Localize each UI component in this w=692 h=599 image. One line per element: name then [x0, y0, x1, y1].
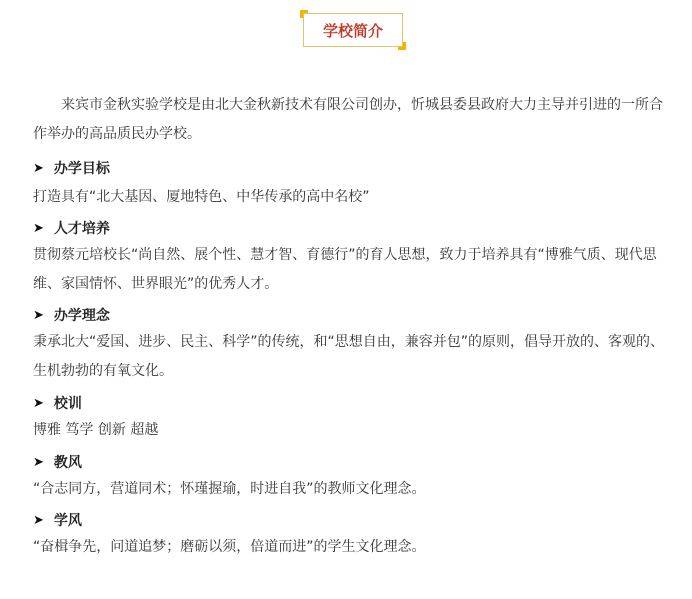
arrow-bullet-icon: ➤: [33, 160, 44, 176]
section-heading-study-style: [33, 510, 82, 530]
section-heading-label: 校训: [53, 396, 82, 412]
page-title: 学校简介: [303, 13, 403, 47]
arrow-bullet-icon: ➤: [33, 512, 44, 528]
section-heading-label: 教风: [53, 455, 82, 471]
section-body-goal: 打造具有“北大基因、厦地特色、中华传承的高中名校”: [33, 189, 370, 205]
section-heading-label: 办学理念: [53, 308, 110, 324]
arrow-bullet-icon: ➤: [33, 395, 44, 411]
section-heading-label: 学风: [53, 513, 82, 529]
section-title-box: [303, 13, 403, 47]
section-heading-motto: [33, 393, 82, 413]
section-body-philosophy: 秉承北大“爱国、进步、民主、科学”的传统，和“思想自由，兼容并包”的原则，倡导开放的、客观的、生机勃勃的有氧文化。: [33, 334, 665, 379]
arrow-bullet-icon: ➤: [33, 454, 44, 470]
section-heading-label: 办学目标: [53, 161, 110, 177]
section-heading-label: 人才培养: [53, 221, 110, 237]
section-body-teaching-style: “合志同方，营道同术；怀瑾握瑜，时进自我”的教师文化理念。: [33, 481, 426, 497]
arrow-bullet-icon: ➤: [33, 307, 44, 323]
section-heading-talent: [33, 218, 110, 238]
section-heading-philosophy: [33, 305, 110, 325]
intro-paragraph: 来宾市金秋实验学校是由北大金秋新技术有限公司创办，忻城县委县政府大力主导并引进的一所合作举办的高品质民办学校。: [33, 97, 663, 142]
arrow-bullet-icon: ➤: [33, 220, 44, 236]
section-body-talent: 贯彻蔡元培校长“尚自然、展个性、慧才智、育德行”的育人思想，致力于培养具有“博雅气质、现代思维、家国情怀、世界眼光”的优秀人才。: [33, 247, 657, 292]
section-body-motto: 博雅 笃学 创新 超越: [33, 422, 159, 438]
section-body-study-style: “奋楫争先，问道追梦；磨砺以须，倍道而进”的学生文化理念。: [33, 539, 426, 555]
section-heading-goal: [33, 158, 110, 178]
section-heading-teaching-style: [33, 452, 82, 472]
